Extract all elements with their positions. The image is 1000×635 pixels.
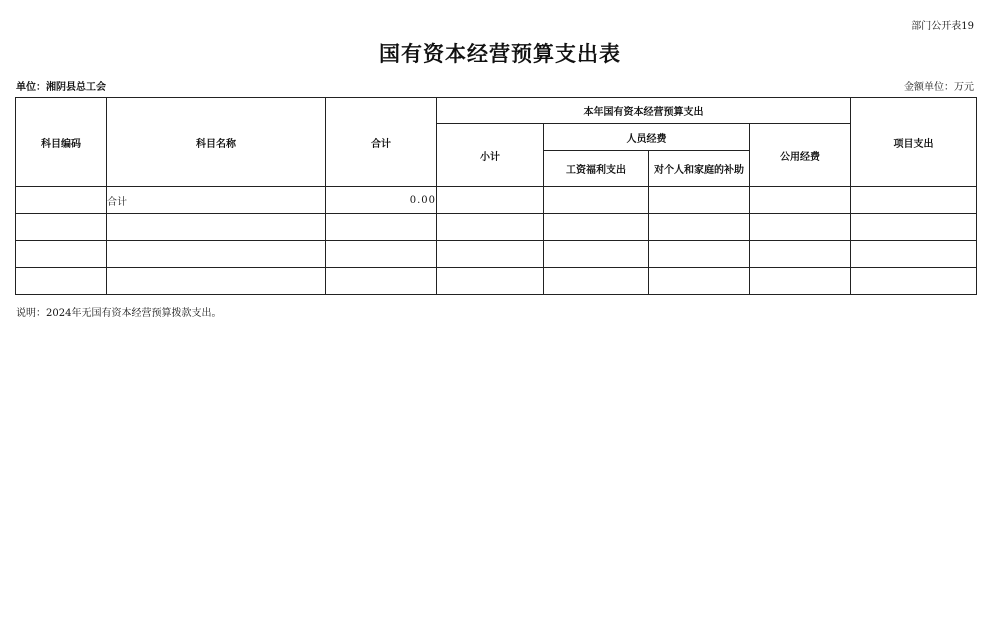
table-row xyxy=(16,187,977,214)
cell-subsidies xyxy=(649,214,750,241)
cell-project xyxy=(851,187,977,214)
cell-total xyxy=(326,268,437,295)
header-subtotal: 小计 xyxy=(437,124,544,187)
cell-subsidies xyxy=(649,187,750,214)
cell-total xyxy=(326,241,437,268)
header-subject-name: 科目名称 xyxy=(107,98,326,187)
cell-code xyxy=(16,187,107,214)
table-row xyxy=(16,214,977,241)
cell-public xyxy=(750,187,851,214)
cell-wages xyxy=(544,187,649,214)
header-wages-welfare: 工资福利支出 xyxy=(544,151,649,187)
header-total: 合计 xyxy=(326,98,437,187)
header-subject-code: 科目编码 xyxy=(16,98,107,187)
cell-name: 合计 xyxy=(107,187,326,214)
header-household-subsidies: 对个人和家庭的补助 xyxy=(649,151,750,187)
header-project-expenditure: 项目支出 xyxy=(851,98,977,187)
cell-subtotal xyxy=(437,268,544,295)
cell-code xyxy=(16,241,107,268)
table-row xyxy=(16,241,977,268)
cell-code xyxy=(16,214,107,241)
cell-public xyxy=(750,241,851,268)
cell-total: 0.00 xyxy=(326,187,437,214)
cell-subtotal xyxy=(437,241,544,268)
cell-name xyxy=(107,268,326,295)
header-personnel-group: 人员经费 xyxy=(544,124,750,151)
budget-expenditure-table xyxy=(15,97,977,295)
cell-subtotal xyxy=(437,214,544,241)
header-public-expenditure: 公用经费 xyxy=(750,124,851,187)
cell-public xyxy=(750,268,851,295)
cell-project xyxy=(851,268,977,295)
header-current-year-group: 本年国有资本经营预算支出 xyxy=(437,98,851,124)
cell-subsidies xyxy=(649,241,750,268)
cell-total xyxy=(326,214,437,241)
cell-subsidies xyxy=(649,268,750,295)
page-title: 国有资本经营预算支出表 xyxy=(379,41,621,66)
cell-code xyxy=(16,268,107,295)
unit-label: 单位：湘阴县总工会 xyxy=(16,82,106,93)
money-unit-label: 金额单位：万元 xyxy=(904,82,974,93)
cell-wages xyxy=(544,214,649,241)
cell-subtotal xyxy=(437,187,544,214)
cell-name xyxy=(107,241,326,268)
cell-name xyxy=(107,214,326,241)
footnote: 说明：2024年无国有资本经营预算拨款支出。 xyxy=(16,308,222,319)
cell-wages xyxy=(544,268,649,295)
form-number: 部门公开表19 xyxy=(911,21,974,32)
cell-project xyxy=(851,241,977,268)
cell-public xyxy=(750,214,851,241)
table-row xyxy=(16,268,977,295)
cell-wages xyxy=(544,241,649,268)
cell-project xyxy=(851,214,977,241)
